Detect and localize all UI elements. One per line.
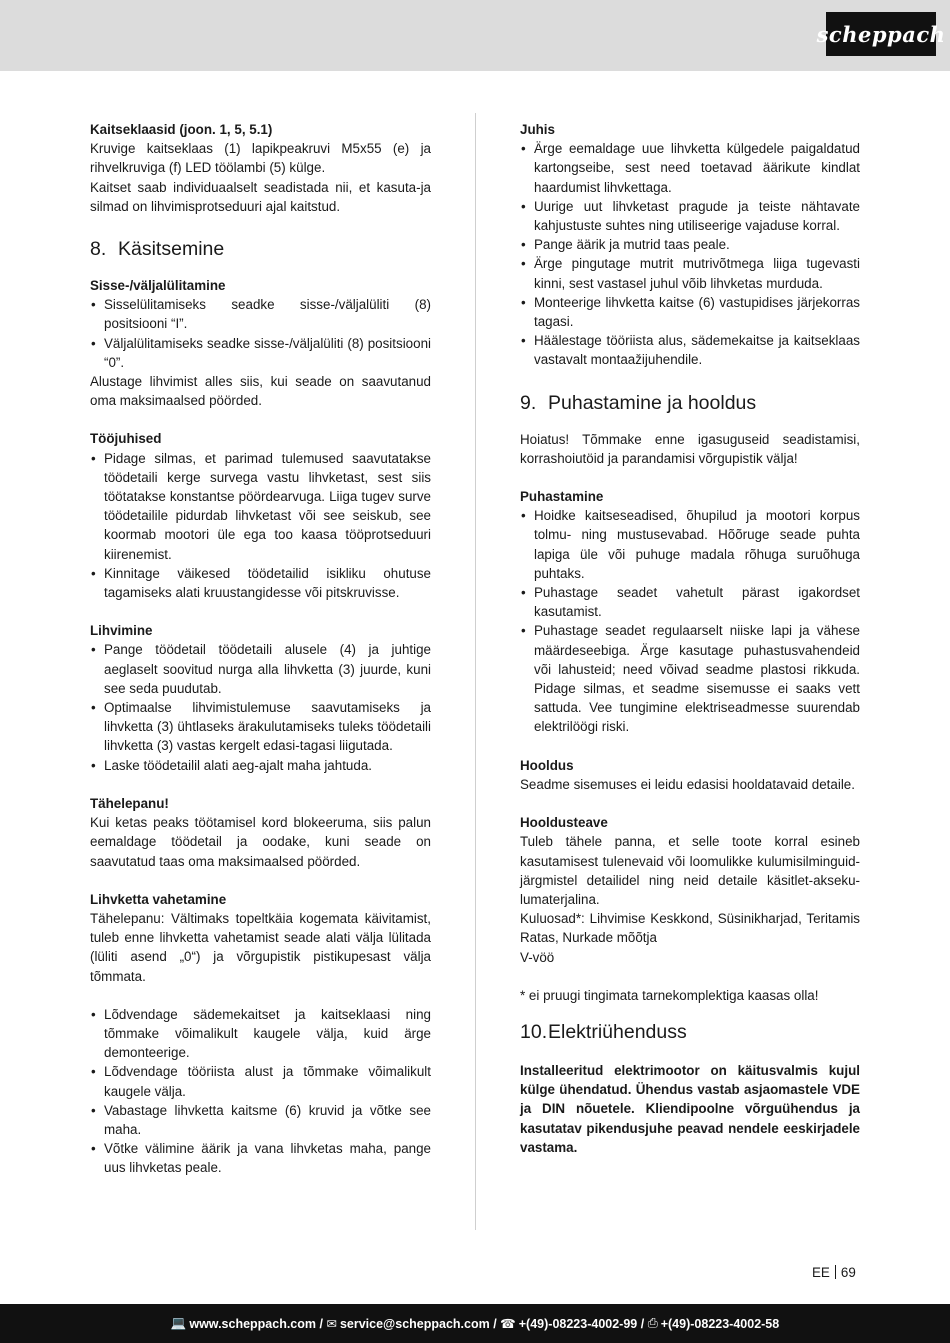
list-item: • Lõdvendage tööriista alust ja tõmmake võimalikult kaugele välja. (90, 1062, 431, 1100)
list-item: • Väljalülitamiseks seadke sisse-/väljalüliti (8) positsiooni “0”. (90, 334, 431, 372)
paragraph: Seadme sisemuses ei leidu edasisi hooldatavaid detaile. (520, 776, 855, 792)
list-item: • Kinnitage väikesed töödetailid isikliku ohutuse tagamiseks alati kruustangidesse või pitskruvisse. (90, 564, 431, 602)
section-title-maintenance: Hooldus (520, 757, 574, 773)
bullet-list (90, 640, 431, 774)
section-title-attention: Tähelepanu! (90, 795, 169, 811)
list-item: • Monteerige lihvketta kaitse (6) vastupidises järjekorras tagasi. (520, 293, 860, 331)
computer-icon: 💻 (170, 1316, 187, 1330)
list-item: • Laske töödetailil alati aeg-ajalt maha jahtuda. (90, 756, 431, 775)
section-title-disc-change: Lihvketta vahetamine (90, 891, 227, 907)
bullet-list (520, 506, 860, 736)
paragraph: Tähelepanu: Vältimaks topeltkäia kogemata käivitamist, tuleb enne lihvketta vahetamist seade alati välja lülitada (lüliti asend „0“) ja võrgupistik pistikupesast välja tõmmata. (90, 910, 431, 984)
phone-number: +(49)-08223-4002-99 (518, 1316, 638, 1331)
list-item: • Puhastage seadet regulaarselt niiske lapi ja vähese määrdeseebiga. Ärge kasutage puhastusvahendeid või lahusteid; need võivad seadme plastosi rikkuda. Pidage silmas, et seadme sisemusse ei saaks vett sattuda. Vee tungimine elektriseadmesse suurendab elektrilöögi riski. (520, 621, 860, 736)
website-link[interactable]: www.scheppach.com (189, 1316, 317, 1331)
page-number: EE 69 (812, 1265, 856, 1280)
list-item: • Pidage silmas, et parimad tulemused saavutatakse töödetaili kerge survega vastu lihvketast, sest siis töötatakse konstantse pöördearvuga. Liiga tugev surve töödetailile pidurdab lihvketast või see seiskub, see koormab mootori üle ega too kaasa tööprotseduuri kiirenemist. (90, 449, 431, 564)
list-item: • Häälestage tööriista alus, sädemekaitse ja kaitseklaas vastavalt montaažijuhendile. (520, 331, 860, 369)
list-item: • Puhastage seadet vahetult pärast igakordset kasutamist. (520, 583, 860, 621)
list-item: • Hoidke kaitseseadised, õhupilud ja mootori korpus tolmu- ning mustusevabad. Hõõruge seade puhta lapiga üle või puhuge madala rõhuga suruõhuga puhtaks. (520, 506, 860, 583)
header-bar (0, 0, 950, 71)
section-title-service-info: Hooldusteave (520, 815, 608, 831)
scheppach-logo: scheppach (826, 12, 936, 56)
list-item: • Ärge eemaldage uue lihvketta külgedele paigaldatud kartongseibe, sest need toetavad äärikute kindlat haardumist lihvkettaga. (520, 139, 860, 197)
section-title-on-off: Sisse-/väljalülitamine (90, 278, 226, 294)
paragraph: Tuleb tähele panna, et selle toote korral esineb kasutamisest tulenevaid või loomulikke kulumisilminguid-järgmistel detailidel ning neid detaile käsitlet-akseku-lumaterjalina. (520, 834, 860, 907)
paragraph: Kuluosad*: Lihvimise Keskkond, Süsinikharjad, Teritamis Ratas, Nurkade mõõtja (520, 911, 860, 946)
section-title-work-instructions: Tööjuhised (90, 431, 162, 447)
paragraph: V-vöö (520, 949, 555, 965)
bullet-list (90, 295, 431, 372)
paragraph: Kui ketas peaks töötamisel kord blokeeruma, siis palun eemaldage töödetail ja oodake, kuni seade on saavutatud taas oma maksimaalsed pöörded. (90, 815, 431, 869)
chapter-heading-8: 8. Käsitsemine (90, 238, 225, 261)
chapter-heading-9: 9. Puhastamine ja hooldus (520, 391, 757, 414)
electrical-connection-paragraph: Installeeritud elektrimootor on käitusvalmis kujul külge ühendatud. Ühendus vastab asjaomastele VDE ja DIN nõuetele. Kliendipoolne võrguühendus ja kasutatav pikendusjuhe peavad nendele eeskirjadele vastama. (520, 1062, 860, 1155)
list-item: • Vabastage lihvketta kaitsme (6) kruvid ja võtke see maha. (90, 1101, 431, 1139)
list-item: • Sisselülitamiseks seadke sisse-/väljalüliti (8) positsiooni “I”. (90, 295, 431, 333)
warning-paragraph: Hoiatus! Tõmmake enne igasuguseid seadistamisi, korrashoiutöid ja parandamisi võrgupistik välja! (520, 431, 860, 466)
fax-number: +(49)-08223-4002-58 (660, 1316, 780, 1331)
left-column (90, 120, 431, 1178)
section-title-grinding: Lihvimine (90, 623, 153, 639)
section-title-protective-glass: Kaitseklaasid (joon. 1, 5, 5.1) (90, 122, 273, 137)
list-item: • Ärge pingutage mutrit mutrivõtmega liiga tugevasti kinni, sest vastasel juhul võib lihvketas murduda. (520, 254, 860, 292)
list-item: • Optimaalse lihvimistulemuse saavutamiseks ja lihvketta (3) ühtlaseks ärakulutamiseks tuleks töödetaili lihvketta (3) vastas kergelt edasi-tagasi liigutada. (90, 698, 431, 756)
list-item: • Uurige uut lihvketast pragude ja teiste nähtavate kahjustuste suhtes ning utiliseerige vajaduse korral. (520, 197, 860, 235)
footnote: * ei pruugi tingimata tarnekomplektiga kaasas olla! (520, 987, 819, 1003)
list-item: • Lõdvendage sädemekaitset ja kaitseklaasi ning tõmmake võimalikult kaugele välja, kuid ärge demonteerige. (90, 1005, 431, 1063)
list-item: • Pange äärik ja mutrid taas peale. (520, 235, 860, 254)
list-item: • Võtke välimine äärik ja vana lihvketas maha, pange uus lihvketas peale. (90, 1139, 431, 1177)
bullet-list (90, 1005, 431, 1178)
paragraph: Kaitset saab individuaalselt seadistada nii, et kasuta-ja silmad on lihvimisprotseduuri ajal kaitstud. (90, 179, 431, 214)
bullet-list (90, 449, 431, 603)
phone-icon: ☎ (500, 1317, 516, 1331)
section-title-cleaning: Puhastamine (520, 489, 604, 505)
right-column (520, 120, 860, 1157)
chapter-heading-10: 10. Elektriühenduss (520, 1020, 687, 1043)
column-divider (475, 113, 476, 1230)
footer-bar: 💻 www.scheppach.com / ✉ service@scheppach.com / ☎ +(49)-08223-4002-99 / ⎙ +(49)-08223-4002-58 (0, 1304, 950, 1343)
email-link[interactable]: service@scheppach.com (339, 1316, 490, 1331)
section-title-note: Juhis (520, 122, 555, 137)
paragraph: Kruvige kaitseklaas (1) lapikpeakruvi M5x55 (e) ja rihvelkruviga (f) LED töölambi (5) külge. (90, 141, 431, 176)
bullet-list (520, 139, 860, 369)
paragraph: Alustage lihvimist alles siis, kui seade on saavutanud oma maksimaalsed pöörded. (90, 374, 431, 409)
fax-icon: ⎙ (647, 1316, 658, 1330)
email-icon: ✉ (326, 1317, 337, 1331)
list-item: • Pange töödetail töödetaili alusele (4) ja juhtige aeglaselt soovitud nurga alla lihvketta (3) juurde, kuni see seda puudutab. (90, 640, 431, 698)
